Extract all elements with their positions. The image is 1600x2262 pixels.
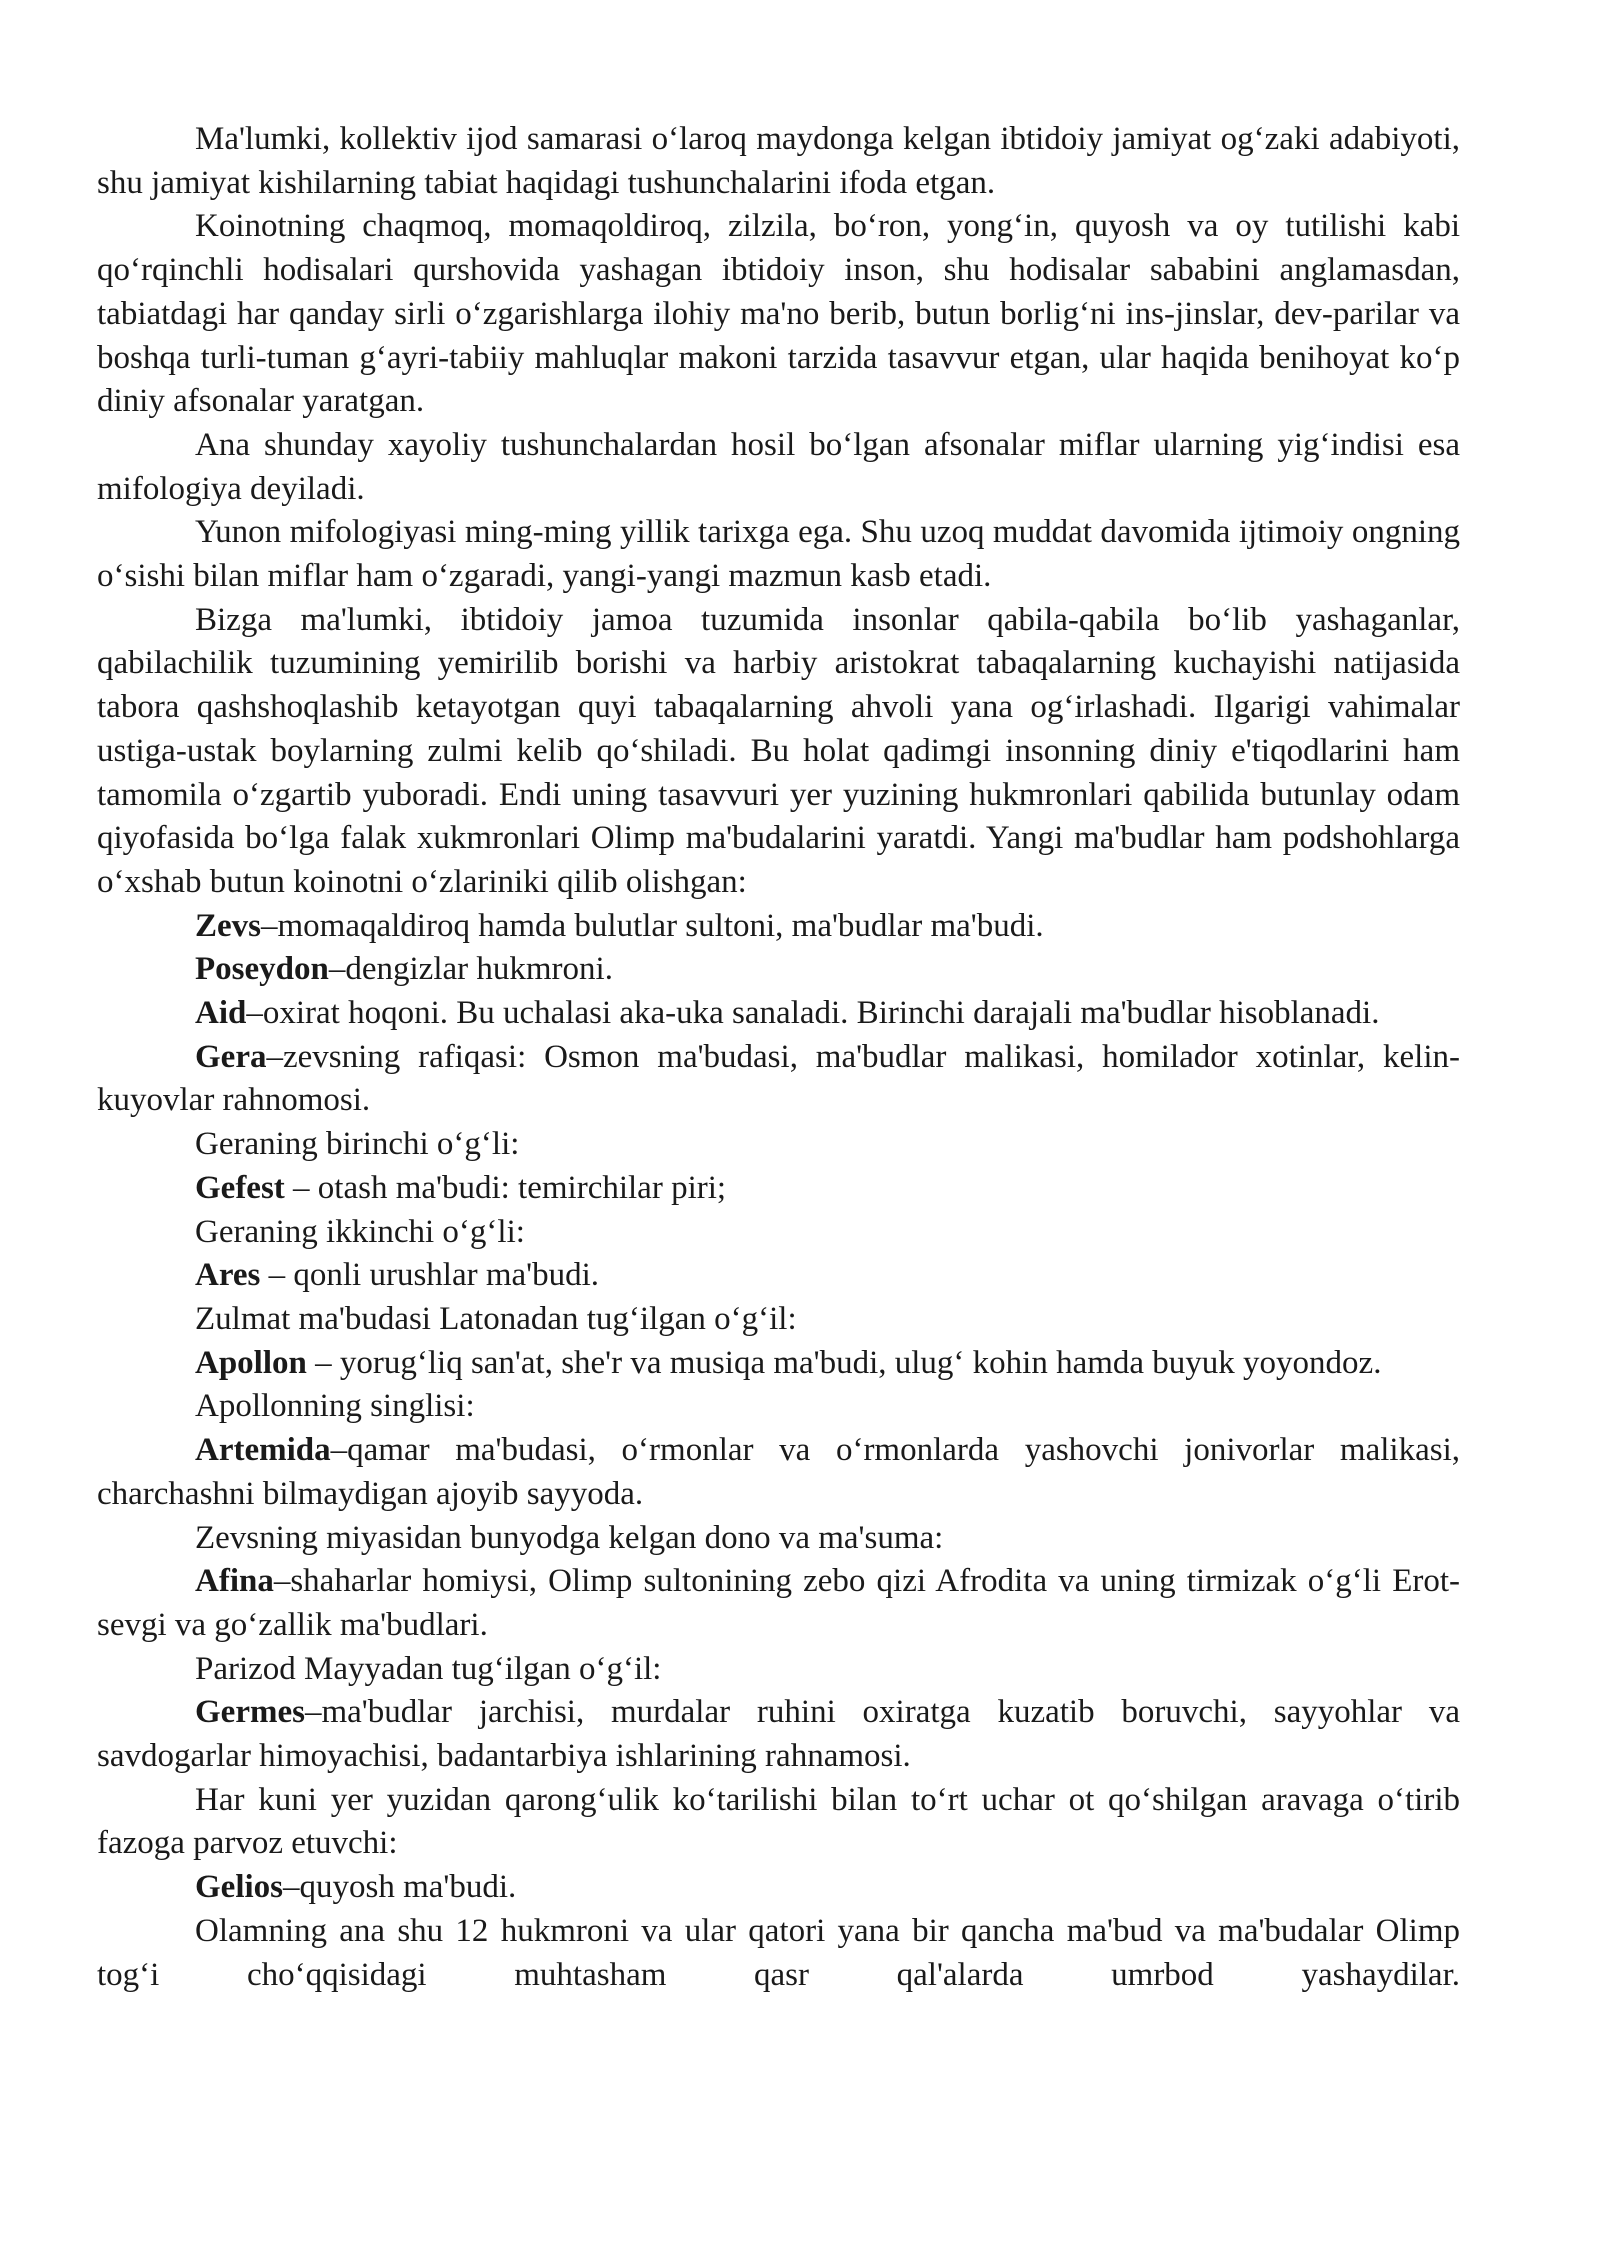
paragraph-text: – yorug‘liq san'at, she'r va musiqa ma'budi, ulug‘ kohin hamda buyuk yoyondoz.	[306, 1344, 1382, 1381]
deity-entry-paragraph	[97, 1036, 1460, 1123]
deity-name: Apollon	[195, 1344, 307, 1381]
paragraph-text: Bizga ma'lumki, ibtidoiy jamoa tuzumida insonlar qabila-qabila bo‘lib yashaganlar, qabilachilik tuzumining yemirilib borishi va harbiy aristokrat tabaqalarning kuchayishi natijasida tabora qashshoqlashib ketayotgan quyi tabaqalarning ahvoli yana og‘irlashadi. Ilgarigi vahimalar ustiga-ustak boylarning zulmi kelib qo‘shiladi. Bu holat qadimgi insonning diniy e'tiqodlarini ham tamomila o‘zgartib yuboradi. Endi uning tasavvuri yer yuzining hukmronlari qabilida butunlay odam qiyofasida bo‘lga falak xukmronlari Olimp ma'budalarini yaratdi. Yangi ma'budlar ham podshohlarga o‘xshab butun koinotni o‘zlariniki qilib olishgan:	[97, 601, 1460, 900]
paragraph-text: –oxirat hoqoni. Bu uchalasi aka-uka sanaladi. Birinchi darajali ma'budlar hisoblanadi.	[246, 995, 1380, 1032]
body-paragraph	[97, 1385, 1460, 1429]
paragraph-text: –dengizlar hukmroni.	[328, 951, 613, 988]
deity-name: Aid	[195, 995, 247, 1032]
paragraph-text: Zulmat ma'budasi Latonadan tug‘ilgan o‘g‘il:	[195, 1300, 797, 1337]
paragraph-text: Parizod Mayyadan tug‘ilgan o‘g‘il:	[195, 1650, 662, 1687]
body-paragraph	[97, 511, 1460, 598]
body-paragraph	[97, 1123, 1460, 1167]
paragraph-text: Geraning ikkinchi o‘g‘li:	[195, 1213, 525, 1250]
body-paragraph	[97, 1298, 1460, 1342]
paragraph-text: Zevsning miyasidan bunyodga kelgan dono va ma'suma:	[195, 1519, 944, 1556]
body-paragraph	[97, 1779, 1460, 1866]
deity-entry-paragraph	[97, 1254, 1460, 1298]
deity-entry-paragraph	[97, 1691, 1460, 1778]
deity-entry-paragraph	[97, 1342, 1460, 1386]
body-paragraph	[97, 1910, 1460, 1997]
deity-name: Afina	[195, 1563, 274, 1600]
body-paragraph	[97, 1517, 1460, 1561]
body-paragraph	[97, 424, 1460, 511]
deity-entry-paragraph	[97, 1866, 1460, 1910]
deity-name: Poseydon	[195, 951, 329, 988]
deity-name: Artemida	[195, 1432, 331, 1469]
paragraph-text: – otash ma'budi: temirchilar piri;	[284, 1169, 727, 1206]
deity-entry-paragraph	[97, 948, 1460, 992]
body-paragraph	[97, 118, 1460, 205]
paragraph-text: Apollonning singlisi:	[195, 1388, 475, 1425]
paragraph-text: Ana shunday xayoliy tushunchalardan hosil bo‘lgan afsonalar miflar ularning yig‘indisi esa mifologiya deyiladi.	[97, 426, 1460, 507]
paragraph-text: Yunon mifologiyasi ming-ming yillik tarixga ega. Shu uzoq muddat davomida ijtimoiy ongning o‘sishi bilan miflar ham o‘zgaradi, yangi-yangi mazmun kasb etadi.	[97, 514, 1460, 595]
paragraph-text: – qonli urushlar ma'budi.	[260, 1257, 600, 1294]
deity-entry-paragraph	[97, 905, 1460, 949]
deity-entry-paragraph	[97, 1429, 1460, 1516]
paragraph-text: –ma'budlar jarchisi, murdalar ruhini oxiratga kuzatib boruvchi, sayyohlar va savdogarlar himoyachisi, badantarbiya ishlarining rahnamosi.	[97, 1694, 1460, 1775]
document-page	[97, 118, 1460, 1997]
body-paragraph	[97, 1211, 1460, 1255]
paragraph-text: –quyosh ma'budi.	[283, 1869, 517, 1906]
paragraph-text: –qamar ma'budasi, o‘rmonlar va o‘rmonlarda yashovchi jonivorlar malikasi, charchashni bilmaydigan ajoyib sayyoda.	[97, 1432, 1460, 1512]
deity-entry-paragraph	[97, 992, 1460, 1036]
paragraph-text: –shaharlar homiysi, Olimp sultonining zebo qizi Afrodita va uning tirmizak o‘g‘li Erot-sevgi va go‘zallik ma'budlari.	[97, 1563, 1460, 1643]
deity-name: Zevs	[195, 907, 261, 944]
deity-name: Gera	[195, 1038, 267, 1075]
body-paragraph	[97, 599, 1460, 905]
body-paragraph	[97, 1648, 1460, 1692]
deity-name: Gelios	[195, 1869, 283, 1906]
deity-entry-paragraph	[97, 1560, 1460, 1647]
paragraph-text: Har kuni yer yuzidan qarong‘ulik ko‘tarilishi bilan to‘rt uchar ot qo‘shilgan aravaga o‘tirib fazoga parvoz etuvchi:	[97, 1781, 1460, 1862]
deity-entry-paragraph	[97, 1167, 1460, 1211]
paragraph-text: Olamning ana shu 12 hukmroni va ular qatori yana bir qancha ma'bud va ma'budalar Olimp tog‘i cho‘qqisidagi muhtasham qasr qal'alarda umrbod yashaydilar.	[97, 1912, 1460, 1993]
body-paragraph	[97, 205, 1460, 424]
deity-name: Ares	[195, 1257, 261, 1294]
paragraph-text: Geraning birinchi o‘g‘li:	[195, 1126, 520, 1163]
paragraph-text: Ma'lumki, kollektiv ijod samarasi o‘laroq maydonga kelgan ibtidoiy jamiyat og‘zaki adabiyoti, shu jamiyat kishilarning tabiat haqidagi tushunchalarini ifoda etgan.	[97, 121, 1460, 201]
deity-name: Germes	[195, 1694, 305, 1731]
paragraph-text: Koinotning chaqmoq, momaqoldiroq, zilzila, bo‘ron, yong‘in, quyosh va oy tutilishi kabi qo‘rqinchli hodisalari qurshovida yashagan ibtidoiy inson, shu hodisalar sababini anglamasdan, tabiatdagi har qanday sirli o‘zgarishlarga ilohiy ma'no berib, butun borlig‘ni ins-jinslar, dev-parilar va boshqa turli-tuman g‘ayri-tabiiy mahluqlar makoni tarzida tasavvur etgan, ular haqida benihoyat ko‘p diniy afsonalar yaratgan.	[97, 208, 1460, 420]
deity-name: Gefest	[195, 1169, 285, 1206]
paragraph-text: –zevsning rafiqasi: Osmon ma'budasi, ma'budlar malikasi, homilador xotinlar, kelin-kuyovlar rahnomosi.	[97, 1038, 1460, 1119]
paragraph-text: –momaqaldiroq hamda bulutlar sultoni, ma'budlar ma'budi.	[261, 907, 1044, 944]
